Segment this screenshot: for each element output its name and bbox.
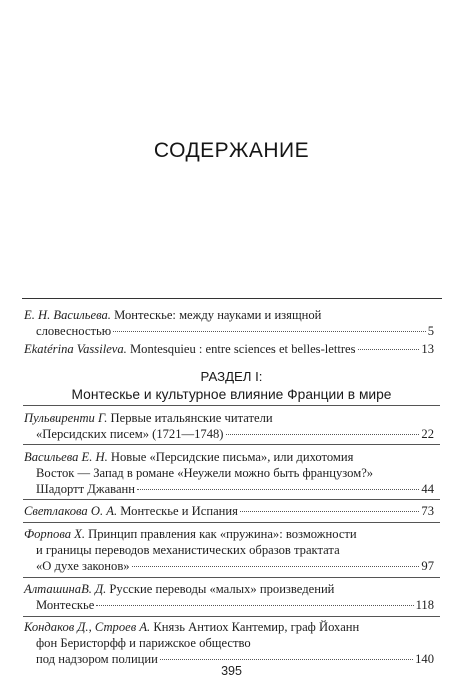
entry-title-line: Первые итальянские читатели [110, 411, 273, 425]
toc-entry[interactable] [24, 581, 434, 613]
toc-entry[interactable] [24, 526, 434, 574]
section-heading [0, 368, 463, 404]
entry-author: Ekatérina Vassileva. [24, 342, 127, 356]
entry-page-number: 5 [427, 324, 434, 338]
entry-title-line: Монтескье: между науками и изящной [114, 308, 322, 322]
toc-entry[interactable] [24, 341, 434, 357]
toc-entry[interactable] [24, 449, 434, 497]
entry-author: Васильева Е. Н. [24, 450, 108, 464]
page-number: 395 [221, 664, 242, 678]
entry-title-line: Новые «Персидские письма», или дихотомия [110, 450, 354, 464]
toc-entry[interactable] [24, 410, 434, 442]
dot-leader [226, 434, 420, 435]
dot-leader [240, 511, 419, 512]
entry-author: Светлакова О. А. [24, 504, 118, 518]
entry-author: Пульвиренти Г. [24, 411, 108, 425]
title-rule [22, 298, 442, 299]
entry-page-number: 13 [421, 342, 434, 356]
entry-title-line: Montesquieu : entre sciences et belles-lettres [129, 342, 356, 356]
entry-author: АлташинаВ. Д. [24, 582, 107, 596]
section-title: Монтескье и культурное влияние Франции в мире [71, 387, 392, 402]
toc-entry[interactable] [24, 619, 434, 667]
entry-page-number: 44 [421, 482, 434, 496]
section-label: РАЗДЕЛ I: [200, 369, 263, 384]
entry-author: Кондаков Д., Строев А. [24, 620, 151, 634]
entry-title-line: Монтескье [36, 598, 95, 612]
entry-page-number: 118 [415, 598, 434, 612]
toc-entry[interactable] [24, 503, 434, 519]
entry-page-number: 97 [421, 559, 434, 573]
page-title: СОДЕРЖАНИЕ [153, 139, 310, 162]
entry-title-line: Монтескье и Испания [120, 504, 238, 518]
entry-title-line: под надзором полиции [36, 652, 158, 666]
dot-leader [132, 566, 420, 567]
entry-page-number: 22 [421, 427, 434, 441]
entry-separator [23, 444, 440, 445]
entry-page-number: 73 [421, 504, 434, 518]
entry-title-line: «О духе законов» [36, 559, 130, 573]
entry-author: Форпова Х. [24, 527, 85, 541]
entry-author: Е. Н. Васильева. [24, 308, 111, 322]
entry-title-line: Принцип правления как «пружина»: возможности [88, 527, 357, 541]
entry-title-line: Князь Антиох Кантемир, граф Йоханн [153, 620, 360, 634]
entry-title-line: фон Беристорфф и парижское общество [36, 636, 251, 650]
entry-separator [23, 499, 440, 500]
dot-leader [96, 605, 413, 606]
entry-title-line: словесностью [36, 324, 112, 338]
entry-separator [23, 522, 440, 523]
entry-title-line: Шадортт Джаванн [36, 482, 136, 496]
entry-separator [23, 577, 440, 578]
entry-separator [23, 616, 440, 617]
entry-title-line: Русские переводы «малых» произведений [109, 582, 335, 596]
dot-leader [358, 349, 420, 350]
dot-leader [137, 489, 419, 490]
entry-title-line: «Персидских писем» (1721—1748) [36, 427, 224, 441]
toc-entry[interactable] [24, 307, 434, 339]
entry-title-line: и границы переводов механистических образов трактата [36, 543, 340, 557]
dot-leader [113, 331, 426, 332]
entry-title-line: Восток — Запад в романе «Неужели можно быть французом?» [36, 466, 374, 480]
entry-page-number: 140 [415, 652, 434, 666]
section-rule [23, 405, 440, 406]
dot-leader [160, 659, 413, 660]
